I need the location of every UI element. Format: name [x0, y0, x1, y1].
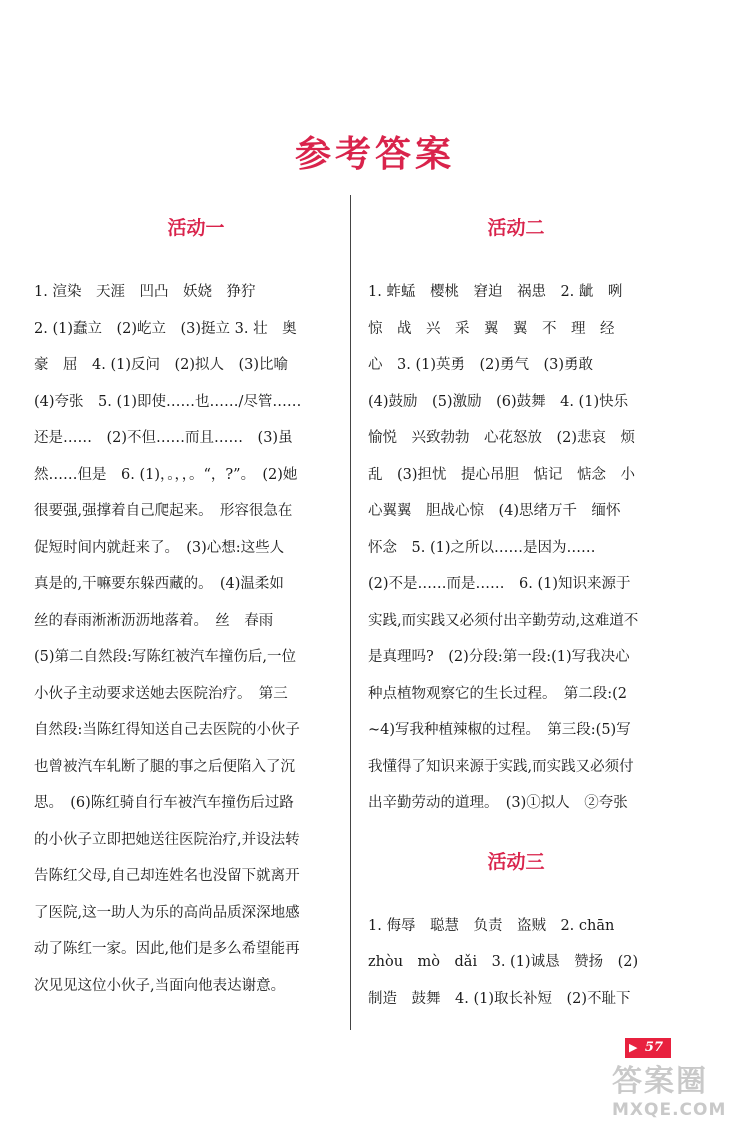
watermark-text: 答案圈: [612, 1064, 708, 1099]
answer-line: 真是的,干嘛要东躲西藏的。 (4)温柔如: [34, 576, 284, 592]
arrow-right-icon: ▶: [629, 1041, 638, 1054]
answer-line: zhòu mò dǎi 3. (1)诚恳 赞扬 (2): [368, 954, 639, 970]
answer-line: 的小伙子立即把她送往医院治疗,并设法转: [34, 831, 300, 848]
answer-line: 次见见这位小伙子,当面向他表达谢意。: [34, 977, 286, 994]
answer-line: 2. (1)蠢立 (2)屹立 (3)挺立 3. 壮 奥: [34, 320, 297, 337]
answer-line: 小伙子主动要求送她去医院治疗。 第三: [34, 685, 288, 702]
answer-line: 然……但是 6. (1)，。，，。“，?”。 (2)她: [34, 466, 298, 483]
answer-line: 促短时间内就赶来了。 (3)心想:这些人: [34, 539, 285, 556]
answer-line: 豪 屈 4. (1)反问 (2)拟人 (3)比喻: [34, 357, 289, 373]
answer-line: 愉悦 兴致勃勃 心花怒放 (2)悲哀 烦: [368, 430, 636, 446]
answer-line: 自然段:当陈红得知送自己去医院的小伙子: [34, 722, 300, 738]
page-number-badge: [625, 1038, 671, 1058]
answer-line: (5)第二自然段:写陈红被汽车撞伤后,一位: [34, 649, 297, 665]
left-column: [34, 208, 338, 1004]
answer-line: (4)鼓励 (5)激励 (6)鼓舞 4. (1)快乐: [368, 393, 629, 410]
section-activity-3: [368, 842, 664, 1018]
answer-line: 是真理吗? (2)分段:第一段:(1)写我决心: [368, 649, 630, 665]
answers-activity-3: [368, 908, 664, 1018]
section-title-activity-3: 活动三: [487, 850, 545, 873]
answer-line: 心翼翼 胆战心惊 (4)思绪万千 缅怀: [368, 503, 621, 519]
answer-line: 怀念 5. (1)之所以……是因为……: [368, 539, 596, 556]
answer-line: 心 3. (1)英勇 (2)勇气 (3)勇敢: [368, 357, 594, 373]
right-column: [368, 208, 664, 1017]
column-divider: [350, 195, 351, 1030]
answer-line: 我懂得了知识来源于实践,而实践又必须付: [368, 758, 634, 775]
answer-line: 了医院,这一助人为乐的高尚品质深深地感: [34, 904, 300, 921]
answer-line: 1. 侮辱 聪慧 负责 盗贼 2. chān: [368, 917, 615, 934]
answer-line: 制造 鼓舞 4. (1)取长补短 (2)不耻下: [368, 990, 631, 1007]
answer-line: (2)不是……而是…… 6. (1)知识来源于: [368, 576, 631, 592]
answer-line: 出辛勤劳动的道理。 (3)①拟人 ②夸张: [368, 795, 628, 811]
watermark-logo: [612, 1064, 742, 1124]
answer-line: 惊 战 兴 采 翼 翼 不 理 经: [368, 320, 615, 337]
answer-line: 种点植物观察它的生长过程。 第二段:(2: [368, 685, 628, 702]
answer-line: 也曾被汽车轧断了腿的事之后便陷入了沉: [34, 758, 295, 775]
answer-line: 告陈红父母,自己却连姓名也没留下就离开: [34, 868, 300, 884]
section-title-activity-2: 活动二: [487, 217, 545, 239]
answer-line: 思。 (6)陈红骑自行车被汽车撞伤后过路: [34, 795, 294, 811]
answer-line: 动了陈红一家。因此,他们是多么希望能再: [34, 941, 300, 957]
section-title-activity-1: 活动一: [167, 217, 225, 239]
page-number: 57: [644, 1040, 663, 1055]
answers-activity-1: [34, 274, 338, 1004]
answer-line: 乱 (3)担忧 提心吊胆 惦记 惦念 小: [368, 466, 636, 483]
answer-line: 1. 渲染 天涯 凹凸 妖娆 狰狞: [34, 284, 256, 300]
answer-line: ~4)写我种植辣椒的过程。 第三段:(5)写: [368, 722, 631, 738]
answer-line: 1. 蚱蜢 樱桃 窘迫 祸患 2. 龇 咧: [368, 284, 623, 300]
page-title: 参考答案: [294, 134, 455, 175]
watermark-url: MXQE.COM: [612, 1100, 727, 1120]
answer-line: 还是…… (2)不但……而且…… (3)虽: [34, 430, 293, 446]
answer-line: (4)夸张 5. (1)即使……也……/尽管……: [34, 393, 302, 410]
answers-activity-2: [368, 274, 664, 822]
answer-line: 实践,而实践又必须付出辛勤劳动,这难道不: [368, 612, 639, 629]
answer-line: 很要强,强撑着自己爬起来。 形容很急在: [34, 503, 293, 519]
answer-line: 丝的春雨淅淅沥沥地落着。 丝 春雨: [34, 612, 274, 629]
